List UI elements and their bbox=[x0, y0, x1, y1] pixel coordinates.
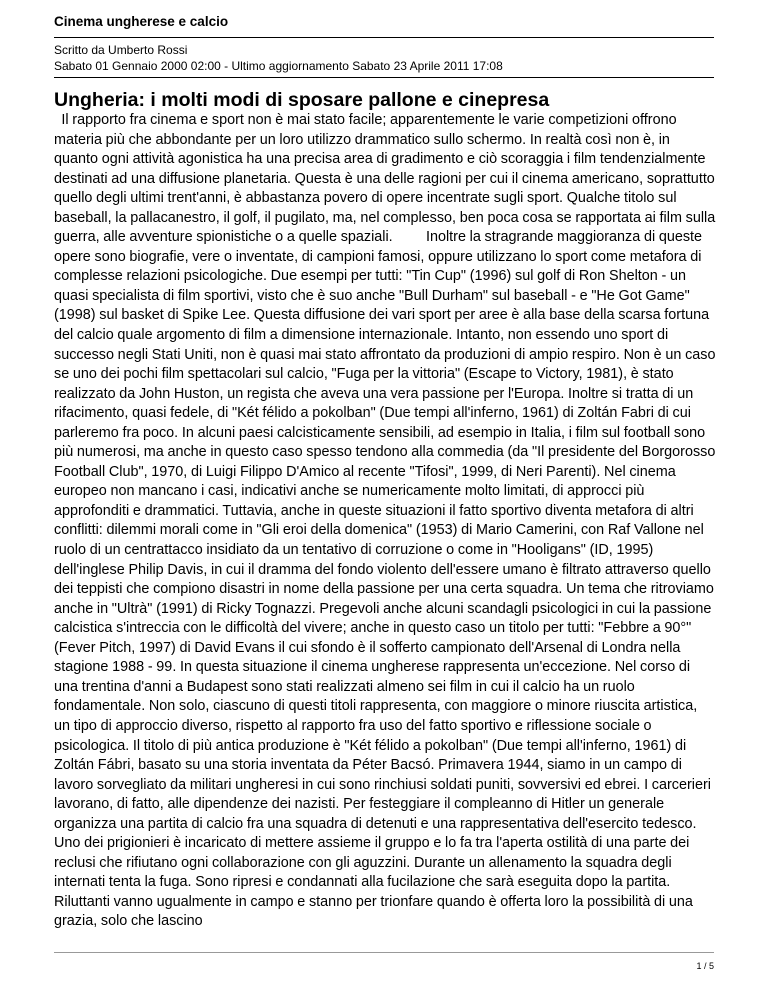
article-body: Il rapporto fra cinema e sport non è mai stato facile; apparentemente le varie competizioni offrono materia più che abbondante per un loro utilizzo drammatico sullo schermo. In realtà così non è, in quanto ogni attività agonistica ha una precisa area di gradimento e ciò scoraggia i film tendenzialmente destinati ad una diffusione planetaria. Questa è una delle ragioni per cui il cinema americano, soprattutto quello degli ultimi trent'anni, è abbastanza povero di opere incentrate sugli sport. Qualche titolo sul baseball, la pallacanestro, il golf, il pugilato, ma, nel complesso, ben poca cosa se rapportata ai film sulla guerra, alle avventure spionistiche o a quelle spaziali. Inoltre la stragrande maggioranza di queste opere sono biografie, vere o inventate, di campioni famosi, oppure utilizzano lo sport come metafora di complesse relazioni psicologiche. Due esempi per tutti: "Tin Cup" (1996) sul golf di Ron Shelton - un quasi specialista di film sportivi, visto che è suo anche "Bull Durham" sul baseball - e "He Got Game" (1998) sul basket di Spike Lee. Questa diffusione dei vari sport per aree è alla base della scarsa fortuna del calcio quale argomento di film a dimensione internazionale. Intanto, non essendo uno sport di successo negli Stati Uniti, non è quasi mai stato affrontato da produzioni di ampio respiro. Non è un caso se uno dei pochi film spettacolari sul calcio, "Fuga per la vittoria" (Escape to Victory, 1981), è stato realizzato da John Huston, un regista che aveva una vera passione per l'Europa. Inoltre si tratta di un rifacimento, quasi fedele, di "Két félido a pokolban" (Due tempi all'inferno, 1961) di Zoltán Fabri di cui parleremo fra poco. In alcuni paesi calcisticamente sensibili, ad esempio in Italia, i film sul football sono più numerosi, ma anche in questo caso spesso tendono alla commedia (da "Il presidente del Borgorosso Football Club", 1970, di Luigi Filippo D'Amico al recente "Tifosi", 1999, di Neri Parenti). Nel cinema europeo non mancano i casi, indicativi anche se numericamente molto limitati, di approcci più approfonditi e drammatici. Tuttavia, anche in queste situazioni il fatto sportivo diventa metafora di altri conflitti: dilemmi morali come in "Gli eroi della domenica" (1953) di Mario Camerini, con Raf Vallone nel ruolo di un centrattacco insidiato da un tentativo di corruzione o come in "Hooligans" (ID, 1995) dell'inglese Philip Davis, in cui il dramma del fondo violento dell'essere umano è filtrato attraverso quello dei teppisti che compiono disastri in nome della passione per una certa squadra. Un tema che ritroviamo anche in "Ultrà" (1991) di Ricky Tognazzi. Pregevoli anche alcuni scandagli psicologici in cui la passione calcistica s'intreccia con le difficoltà del vivere; anche in questo caso un titolo per tutti: "Febbre a 90°" (Fever Pitch, 1997) di David Evans il cui sfondo è il sofferto campionato dell'Arsenal di Londra nella stagione 1988 - 99. In questa situazione il cinema ungherese rappresenta un'eccezione. Nel corso di una trentina d'anni a Budapest sono stati realizzati almeno sei film in cui il calcio ha un ruolo fondamentale. Non solo, ciascuno di questi titoli rappresenta, con maggiore o minore riuscita artistica, un tipo di approccio diverso, rispetto al rapporto fra uso del fatto sportivo e riflessione sociale o psicologica. Il titolo di più antica produzione è "Két félido a pokolban" (Due tempi all'inferno, 1961) di Zoltán Fábri, basato su una storia inventata da Péter Bacsó. Primavera 1944, siamo in un campo di lavoro sorvegliato da militari ungheresi in cui sono rinchiusi soldati puniti, sovversivi ed ebrei. I carcerieri lavorano, di fatto, alle dipendenze dei nazisti. Per festeggiare il compleanno di Hitler un generale organizza una partita di calcio fra una squadra di detenuti e una rappresentativa dell'esercito tedesco. Uno dei prigionieri è incaricato di mettere assieme il gruppo e lo fa tra l'aperta ostilità di una parte dei reclusi che rifiutano ogni collaborazione con gli aguzzini. Durante un allenamento la squadra degli internati tenta la fuga. Sono ripresi e condannati alla fucilazione che sarà eseguita dopo la partita. Riluttanti vanno ugualmente in campo e stanno per trionfare quando è offerta loro la possibilità di una grazia, solo che lascino bbox=[54, 112, 720, 930]
page-number: 1 / 5 bbox=[696, 961, 714, 971]
footer-divider bbox=[54, 952, 714, 953]
site-title: Cinema ungherese e calcio bbox=[54, 14, 229, 29]
meta-divider bbox=[54, 77, 714, 78]
article-title: Ungheria: i molti modi di sposare pallone e cinepresa bbox=[54, 89, 550, 111]
date-line: Sabato 01 Gennaio 2000 02:00 - Ultimo aggiornamento Sabato 23 Aprile 2011 17:08 bbox=[54, 59, 503, 73]
author-line: Scritto da Umberto Rossi bbox=[54, 43, 188, 57]
header-divider bbox=[54, 37, 714, 38]
